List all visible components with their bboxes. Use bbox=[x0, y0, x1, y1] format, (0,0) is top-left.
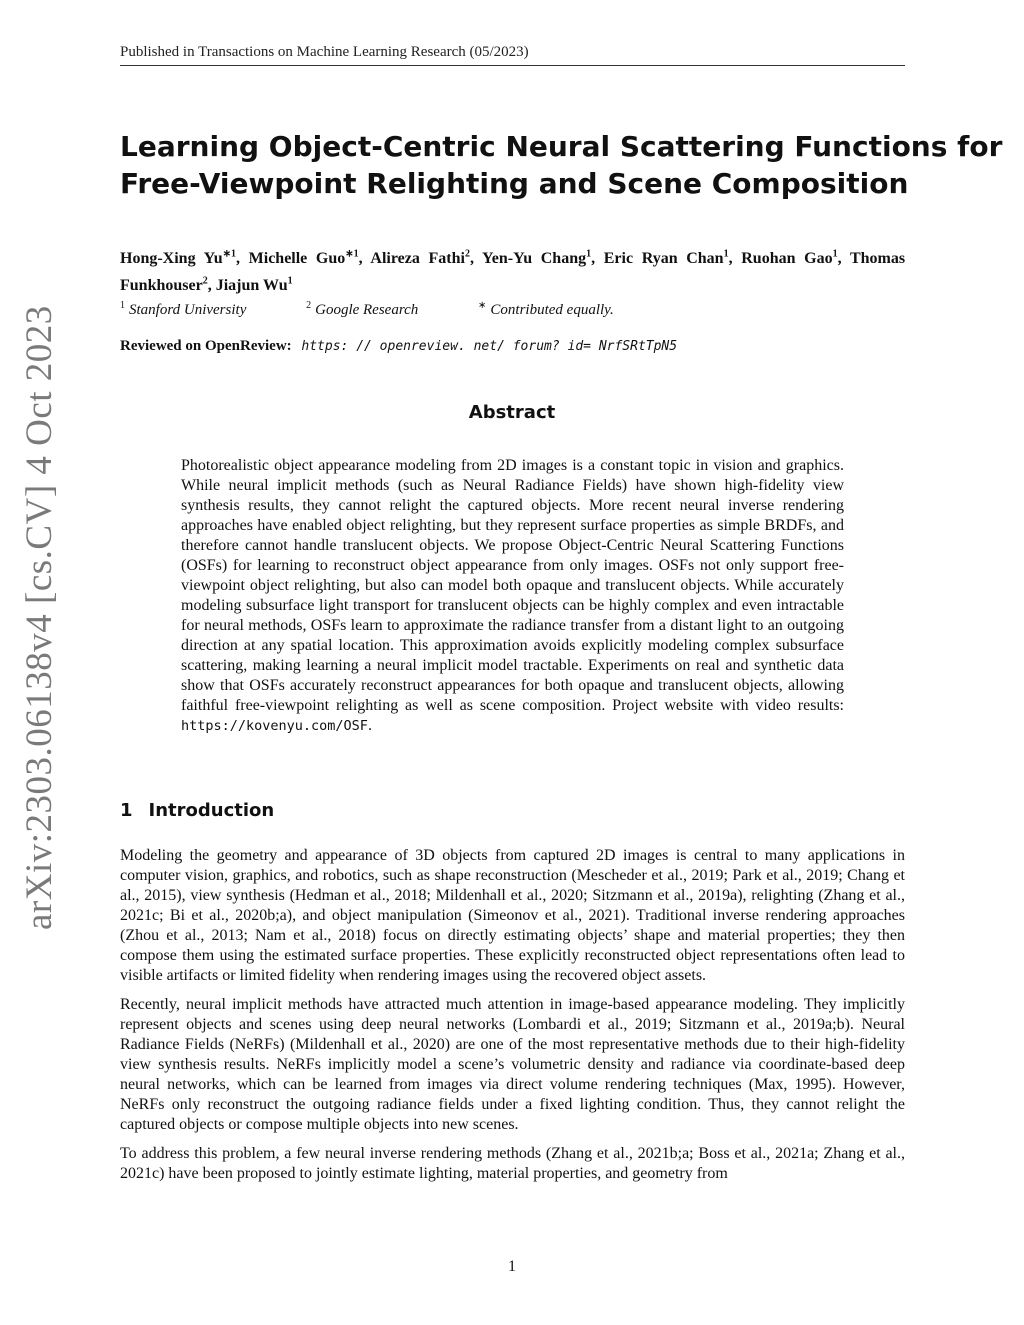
author: Michelle Guo$^{∗1}$, bbox=[248, 249, 371, 268]
affiliation: $^2$ Google Research bbox=[306, 300, 419, 318]
openreview-link[interactable]: https: // openreview. net/ forum? id= NrfSRtTpN5 bbox=[301, 339, 678, 354]
arxiv-identifier: arXiv:2303.06138v4 [cs.CV] 4 Oct 2023 bbox=[19, 305, 60, 930]
affiliation: $^1$ Stanford University bbox=[120, 300, 247, 318]
paragraph: To address this problem, a few neural inverse rendering methods (Zhang et al., 2021b;a; Boss et al., 2021a; Zhang et al., 2021c) have been proposed to jointly estimate lighting, material properties, and geometry from bbox=[120, 1145, 905, 1182]
author: Eric Ryan Chan$^1$, bbox=[603, 249, 742, 268]
title-line-1: Learning Object-Centric Neural Scattering Functions for bbox=[120, 130, 1003, 163]
paper-title bbox=[120, 128, 1003, 202]
review-label: Reviewed on OpenReview: bbox=[120, 338, 292, 354]
author: Jiajun Wu$^1$ bbox=[215, 275, 293, 294]
project-website-link[interactable]: https://kovenyu.com/OSF bbox=[181, 718, 368, 734]
introduction-body bbox=[120, 846, 905, 1193]
paragraph: Modeling the geometry and appearance of 3D objects from captured 2D images is central to many applications in computer vision, graphics, and robotics, such as shape reconstruction (Mescheder et al., 2019; Park et al., 2019; Chang et al., 2015), view synthesis (Hedman et al., 2018; Mildenhall et al., 2020; Sitzmann et al., 2019a), relighting (Zhang et al., 2021c; Bi et al., 2020b;a), and object manipulation (Simeonov et al., 2021). Traditional inverse rendering approaches (Zhou et al., 2013; Nam et al., 2018) focus on directly estimating objects’ shape and material properties; they then compose them using the estimated surface properties. These explicitly reconstructed object representations often lead to visible artifacts or limited fidelity when rendering images using the recovered object assets. bbox=[120, 847, 905, 984]
title-line-2: Free-Viewpoint Relighting and Scene Composition bbox=[120, 167, 909, 200]
running-head: Published in Transactions on Machine Learning Research (05/2023) bbox=[120, 44, 905, 66]
author-list bbox=[120, 244, 905, 297]
abstract-heading: Abstract bbox=[468, 402, 556, 423]
author: Hong-Xing $Yu^{∗1}$, bbox=[120, 249, 249, 268]
paragraph: Recently, neural implicit methods have attracted much attention in image-based appearance modeling. They implicitly represent objects and scenes using deep neural networks (Lombardi et al., 2019; Sitzmann et al., 2019a;b). Neural Radiance Fields (NeRFs) (Mildenhall et al., 2020) are one of the most representative methods due to their high-fidelity view synthesis results. NeRFs implicitly model a scene’s volumetric density and radiance via coordinate-based deep neural networks, which can be learned from images via direct volume rendering techniques (Max, 1995). However, NeRFs only reconstruct the outgoing radiance fields under a fixed lighting condition. Thus, they cannot relight the captured objects or compose multiple objects into new scenes. bbox=[120, 996, 905, 1133]
author: Alireza Fathi$^2$, bbox=[370, 249, 483, 268]
author: Yen-Yu Chang$^1$, bbox=[482, 249, 604, 268]
author: Ruohan Gao$^1$, bbox=[741, 249, 850, 268]
section-number: 1 bbox=[120, 800, 133, 821]
affiliations bbox=[120, 300, 905, 319]
section-title: Introduction bbox=[148, 800, 275, 821]
page-number: 1 bbox=[508, 1258, 516, 1275]
review-info bbox=[120, 338, 905, 355]
author: Thomas Funkhouser$^2$, bbox=[120, 250, 906, 294]
section-heading-introduction bbox=[120, 800, 274, 821]
abstract-body: Photorealistic object appearance modeling from 2D images is a constant topic in vision and graphics. While neural implicit methods (such as Neural Radiance Fields) have shown high-fidelity view synthesis results, they cannot relight the captured objects. More recent neural inverse rendering approaches have enabled object relighting, but they represent surface properties as simple BRDFs, and therefore cannot handle translucent objects. We propose Object-Centric Neural Scattering Functions (OSFs) for learning to reconstruct object appearance from only images. OSFs not only support free-viewpoint object relighting, but also can model both opaque and translucent objects. While accurately modeling subsurface light transport for translucent objects can be highly complex and even intractable for neural methods, OSFs learn to approximate the radiance transfer from a distant light to an outgoing direction at any spatial location. This approximation avoids explicitly modeling complex subsurface scattering, making learning a neural implicit model tractable. Experiments on real and synthetic data show that OSFs accurately reconstruct appearances for both opaque and translucent objects, allowing faithful free-viewpoint relighting as well as scene composition. Project website with video results: https://kovenyu.com/OSF. bbox=[181, 457, 844, 734]
affiliation-note: ∗ Contributed equally. bbox=[478, 300, 614, 318]
